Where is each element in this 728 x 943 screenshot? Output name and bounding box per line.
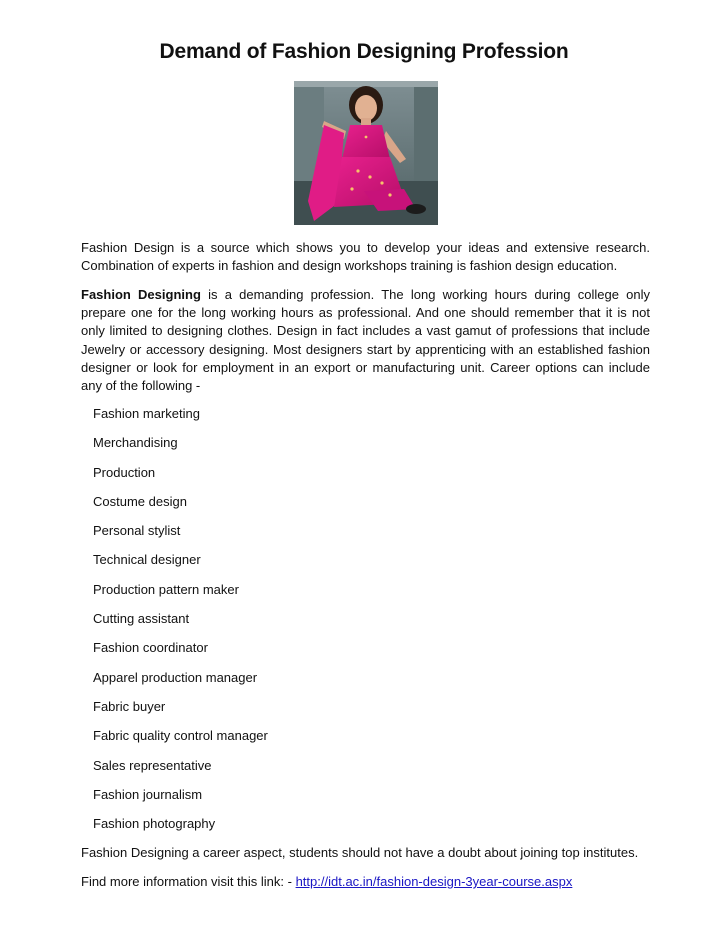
list-item: Personal stylist bbox=[93, 523, 181, 539]
intro-paragraph: Fashion Design is a source which shows you to develop your ideas and extensive research. Combination of experts in fashion and design workshops training is fashion design education. bbox=[81, 240, 650, 274]
list-item: Apparel production manager bbox=[93, 669, 258, 685]
list-item: Cutting assistant bbox=[93, 611, 190, 627]
list-item: Sales representative bbox=[93, 757, 212, 773]
list-item: Merchandising bbox=[93, 435, 178, 451]
profession-paragraph bbox=[81, 286, 650, 395]
career-options-list bbox=[93, 405, 268, 844]
list-item: Fabric buyer bbox=[93, 698, 166, 714]
page-title: Demand of Fashion Designing Profession bbox=[159, 40, 569, 63]
list-item: Fashion coordinator bbox=[93, 640, 208, 656]
list-item: Production pattern maker bbox=[93, 581, 239, 597]
list-item: Fashion marketing bbox=[93, 406, 200, 421]
list-item: Costume design bbox=[93, 493, 187, 509]
closing-paragraph: Fashion Designing a career aspect, students should not have a doubt about joining top institutes. bbox=[81, 845, 639, 860]
list-item: Fabric quality control manager bbox=[93, 728, 268, 744]
course-link[interactable]: http://idt.ac.in/fashion-design-3year-course.aspx bbox=[295, 874, 573, 889]
list-item: Fashion photography bbox=[93, 816, 216, 832]
more-info-prefix: Find more information visit this link: - bbox=[81, 874, 296, 889]
profession-lead: Fashion Designing bbox=[81, 287, 201, 302]
list-item: Fashion journalism bbox=[93, 786, 203, 802]
profession-text: is a demanding profession. The long working hours during college only prepare one for the long working hours as professional. And one should remember that it is not only limited to designing clothes. Design in fact includes a vast gamut of professions that include Jewelry or accessory designing. Most designers start by apprenticing with an established fashion designer or look for employment in an export or manufacturing unit. Career options can include any of the following - bbox=[81, 287, 650, 394]
list-item: Technical designer bbox=[93, 552, 201, 568]
more-info-paragraph bbox=[81, 873, 572, 891]
list-item: Production bbox=[93, 464, 156, 480]
fashion-model-photo bbox=[294, 81, 438, 225]
